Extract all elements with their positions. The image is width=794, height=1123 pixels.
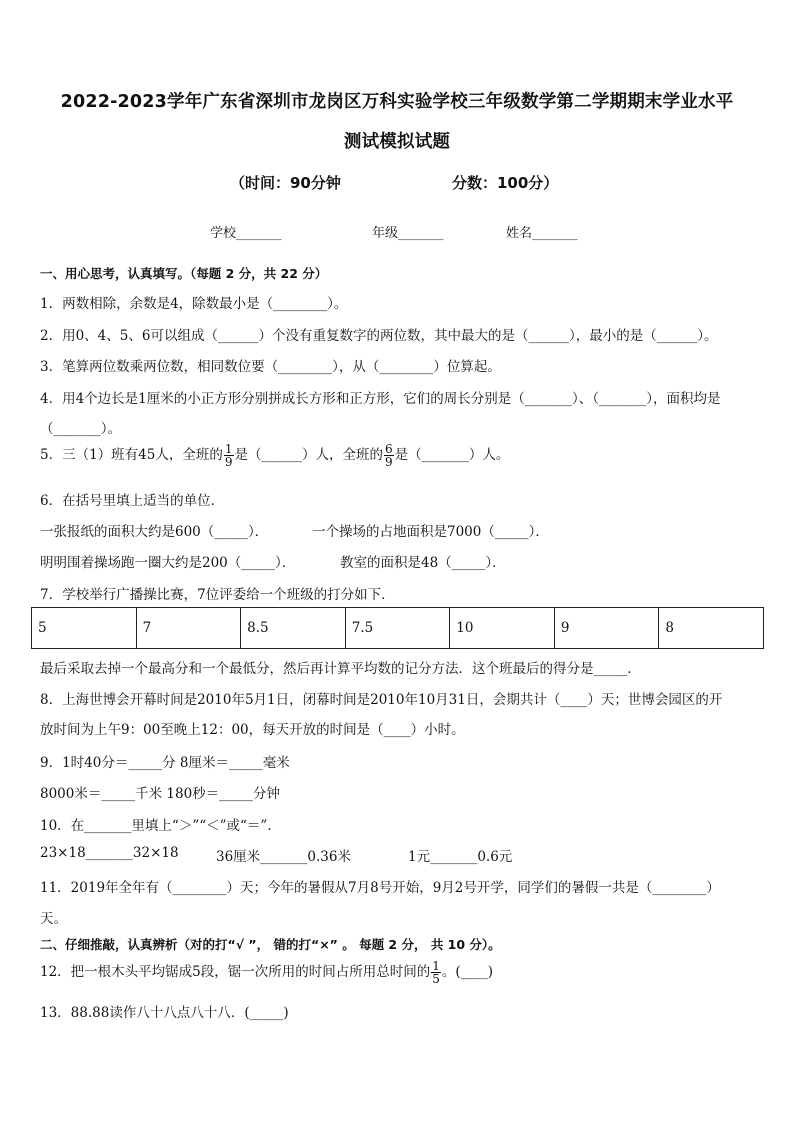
question-10-a: 23×18_______32×18 [40,845,179,861]
question-7: 7．学校举行广播操比赛，7位评委给一个班级的打分如下． [40,587,395,603]
question-12-prefix: 12．把一根木头平均锯成5段，锯一次所用的时间占所用总时间的 [40,964,431,980]
fraction-denominator: 5 [432,972,440,986]
section1-heading: 一、用心思考，认真填写。（每题 2 分，共 22 分） [40,266,328,281]
question-5-prefix: 5．三（1）班有45人，全班的 [40,447,223,463]
score-table [31,607,764,649]
fraction [224,443,234,468]
question-9-line1: 9．1时40分＝_____分 8厘米＝_____毫米 [40,755,290,771]
fraction-denominator: 9 [385,455,393,469]
question-7-result: 最后采取去掉一个最高分和一个最低分，然后再计算平均数的记分方法．这个班最后的得分是_____． [40,661,641,677]
fraction [384,443,394,468]
question-5-suffix: 是（_______）人。 [394,447,510,463]
question-5-middle: 是（______）人，全班的 [234,447,383,463]
exam-title-line2: 测试模拟试题 [343,132,451,152]
question-8-line2: 放时间为上午9：00至晚上12：00，每天开放的时间是（____）小时。 [40,722,465,738]
question-4-line1: 4．用4个边长是1厘米的小正方形分别拼成长方形和正方形，它们的周长分别是（_______）、（_______），面积均是 [40,391,721,407]
question-9-line2: 8000米＝_____千米 180秒＝_____分钟 [40,786,280,802]
score-cell: 9 [554,608,659,649]
grade-field: 年级_______ [372,226,444,241]
question-10: 10．在_______里填上“＞”“＜”或“＝”． [40,818,281,834]
exam-title-line1: 2022-2023学年广东省深圳市龙岗区万科实验学校三年级数学第二学期期末学业水平 [60,92,734,112]
score-cell: 7.5 [345,608,450,649]
score-cell: 10 [450,608,555,649]
score-cell: 8 [659,608,764,649]
exam-time: （时间：90分钟 [230,174,341,192]
score-cell: 5 [32,608,137,649]
section2-heading: 二、仔细推敲，认真辨析（对的打“√ ”， 错的打“×” 。 每题 2 分， 共 10 分）。 [40,937,501,952]
fraction-denominator: 9 [224,455,233,469]
question-6: 6．在括号里填上适当的单位． [40,493,225,509]
question-11-line1: 11．2019年全年有（________）天；今年的暑假从7月8号开始，9月2号开学，同学们的暑假一共是（________） [40,880,720,896]
name-field: 姓名_______ [506,226,578,241]
question-5 [40,443,509,468]
school-field: 学校_______ [210,226,282,241]
question-6-b: 一个操场的占地面积是7000（_____）． [312,524,549,540]
table-row [32,608,764,649]
fraction [431,960,441,985]
question-1: 1．两数相除，余数是4，除数最小是（________）。 [40,296,348,312]
score-cell: 7 [136,608,241,649]
fraction-numerator: 1 [432,959,440,973]
question-12 [40,960,493,985]
question-8-line1: 8．上海世博会开幕时间是2010年5月1日，闭幕时间是2010年10月31日，会期共计（____）天；世博会园区的开 [40,692,723,708]
question-6-d: 教室的面积是48（_____）． [340,555,506,571]
question-10-c: 1元_______0.6元 [408,849,513,865]
question-4-line2: （_______）。 [40,421,121,437]
exam-score: 分数：100分） [452,174,559,192]
question-6-a: 一张报纸的面积大约是600（_____）． [40,524,269,540]
question-6-c: 明明围着操场跑一圈大约是200（_____）． [40,555,296,571]
question-12-suffix: 。(____) [441,964,493,980]
fraction-numerator: 6 [385,442,393,456]
question-10-b: 36厘米_______0.36米 [216,849,351,865]
score-cell: 8.5 [241,608,346,649]
question-13: 13．88.88读作八十八点八十八．(_____) [40,1005,289,1021]
question-11-line2: 天。 [40,911,67,927]
question-2: 2．用0、4、5、6可以组成（______）个没有重复数字的两位数，其中最大的是（______），最小的是（______）。 [40,328,718,344]
question-3: 3．笔算两位数乘两位数，相同数位要（________），从（________）位算起。 [40,359,501,375]
fraction-numerator: 1 [224,442,233,456]
